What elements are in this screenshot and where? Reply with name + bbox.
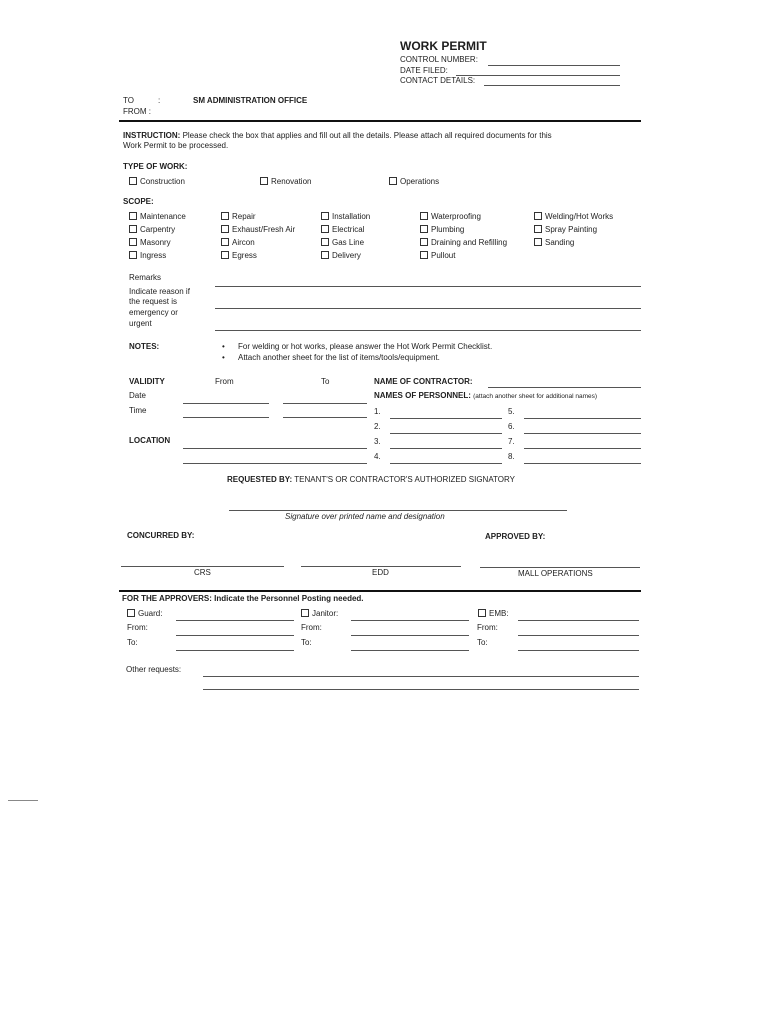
notes-list xyxy=(222,341,492,363)
janitor-to-field[interactable] xyxy=(351,650,469,651)
contractor-name-label: NAME OF CONTRACTOR: xyxy=(374,377,473,386)
approvers-heading: FOR THE APPROVERS: Indicate the Personnel Posting needed. xyxy=(122,594,364,603)
scope-aircon[interactable]: Aircon xyxy=(221,238,255,247)
form-title: WORK PERMIT xyxy=(400,39,487,53)
concurred-by-label: CONCURRED BY: xyxy=(127,531,195,540)
validity-time-label: Time xyxy=(129,406,147,415)
checkbox[interactable] xyxy=(260,177,268,185)
checkbox[interactable] xyxy=(221,225,229,233)
remarks-label: Remarks xyxy=(129,273,162,282)
note-item: • Attach another sheet for the list of items/tools/equipment. xyxy=(222,352,492,363)
signature-caption: Signature over printed name and designation xyxy=(285,512,445,521)
scope-pullout[interactable]: Pullout xyxy=(420,251,455,260)
notes-label: NOTES: xyxy=(129,342,160,351)
emb-from-label: From: xyxy=(477,623,498,632)
emb-to-label: To: xyxy=(477,638,488,647)
date-to-field[interactable] xyxy=(283,403,367,404)
instruction-line-1: INSTRUCTION: Please check the box that applies and fill out all the details. Please attach all required documents for this xyxy=(123,131,552,140)
janitor-to-label: To: xyxy=(301,638,312,647)
mall-operations-signature-field[interactable] xyxy=(480,567,640,568)
checkbox[interactable] xyxy=(221,238,229,246)
checkbox[interactable] xyxy=(534,212,542,220)
other-requests-field-2[interactable] xyxy=(203,689,639,690)
checkbox[interactable] xyxy=(420,238,428,246)
type-renovation[interactable]: Renovation xyxy=(260,177,311,186)
personnel-number-8: 8. xyxy=(508,452,515,461)
personnel-field-6[interactable] xyxy=(524,433,641,434)
personnel-field-4[interactable] xyxy=(390,463,502,464)
date-from-field[interactable] xyxy=(183,403,269,404)
time-from-field[interactable] xyxy=(183,417,269,418)
personnel-number-6: 6. xyxy=(508,422,515,431)
type-operations[interactable]: Operations xyxy=(389,177,439,186)
checkbox[interactable] xyxy=(129,212,137,220)
personnel-field-1[interactable] xyxy=(390,418,502,419)
checkbox[interactable] xyxy=(389,177,397,185)
checkbox[interactable] xyxy=(534,225,542,233)
remarks-reason-1: Indicate reason if xyxy=(129,287,190,296)
personnel-note: (attach another sheet for additional names) xyxy=(473,393,598,400)
scope-gas-line[interactable]: Gas Line xyxy=(321,238,364,247)
approved-by-label: APPROVED BY: xyxy=(485,532,546,541)
note-item: • For welding or hot works, please answer the Hot Work Permit Checklist. xyxy=(222,341,492,352)
validity-from-label: From xyxy=(215,377,234,386)
validity-date-label: Date xyxy=(129,391,146,400)
signature-field[interactable] xyxy=(229,510,567,511)
remarks-reason-3: emergency or xyxy=(129,308,178,317)
janitor-from-label: From: xyxy=(301,623,322,632)
remarks-field-3[interactable] xyxy=(215,330,641,331)
personnel-number-2: 2. xyxy=(374,422,381,431)
checkbox[interactable] xyxy=(321,225,329,233)
remarks-field-1[interactable] xyxy=(215,286,641,287)
checkbox[interactable] xyxy=(420,251,428,259)
remarks-reason-4: urgent xyxy=(129,319,152,328)
control-number-field[interactable] xyxy=(488,65,620,66)
other-requests-label: Other requests: xyxy=(126,665,182,674)
type-construction[interactable]: Construction xyxy=(129,177,185,186)
scope-draining-refilling[interactable]: Draining and Refilling xyxy=(420,238,507,247)
remarks-reason-2: the request is xyxy=(129,297,178,306)
to-value: SM ADMINISTRATION OFFICE xyxy=(193,96,308,105)
guard-from-label: From: xyxy=(127,623,148,632)
checkbox[interactable] xyxy=(129,251,137,259)
scope-waterproofing[interactable]: Waterproofing xyxy=(420,212,481,221)
personnel-number-3: 3. xyxy=(374,437,381,446)
scope-ingress[interactable]: Ingress xyxy=(129,251,166,260)
scope-carpentry[interactable]: Carpentry xyxy=(129,225,175,234)
janitor-field[interactable] xyxy=(351,620,469,621)
checkbox[interactable] xyxy=(478,609,486,617)
location-label: LOCATION xyxy=(129,436,171,445)
checkbox[interactable] xyxy=(420,212,428,220)
scope-welding-hot-works[interactable]: Welding/Hot Works xyxy=(534,212,613,221)
instruction-line-2: Work Permit to be processed. xyxy=(123,141,229,150)
time-to-field[interactable] xyxy=(283,417,367,418)
scope-delivery[interactable]: Delivery xyxy=(321,251,361,260)
personnel-field-2[interactable] xyxy=(390,433,502,434)
remarks-field-2[interactable] xyxy=(215,308,641,309)
checkbox[interactable] xyxy=(420,225,428,233)
personnel-number-1: 1. xyxy=(374,407,381,416)
crs-signature-field[interactable] xyxy=(121,566,284,567)
scope-exhaust-fresh-air[interactable]: Exhaust/Fresh Air xyxy=(221,225,295,234)
scope-plumbing[interactable]: Plumbing xyxy=(420,225,464,234)
checkbox[interactable] xyxy=(129,177,137,185)
edd-label: EDD xyxy=(372,568,389,577)
mall-operations-label: MALL OPERATIONS xyxy=(518,569,593,578)
contact-details-field[interactable] xyxy=(484,85,620,86)
personnel-field-7[interactable] xyxy=(524,448,641,449)
guard-option[interactable]: Guard: xyxy=(127,609,162,618)
validity-label: VALIDITY xyxy=(129,377,165,386)
personnel-number-7: 7. xyxy=(508,437,515,446)
other-requests-field-1[interactable] xyxy=(203,676,639,677)
checkbox[interactable] xyxy=(534,238,542,246)
location-field-2[interactable] xyxy=(183,463,367,464)
contact-details-label: CONTACT DETAILS: xyxy=(400,76,476,85)
emb-option[interactable]: EMB: xyxy=(478,609,509,618)
to-label: TO xyxy=(123,96,134,105)
checkbox[interactable] xyxy=(127,609,135,617)
scan-edge-mark xyxy=(8,800,38,801)
checkbox[interactable] xyxy=(321,212,329,220)
scope-label: SCOPE: xyxy=(123,197,154,206)
guard-to-label: To: xyxy=(127,638,138,647)
guard-field[interactable] xyxy=(176,620,294,621)
scope-masonry[interactable]: Masonry xyxy=(129,238,171,247)
control-number-label: CONTROL NUMBER: xyxy=(400,55,478,64)
scope-egress[interactable]: Egress xyxy=(221,251,257,260)
checkbox[interactable] xyxy=(321,238,329,246)
personnel-field-3[interactable] xyxy=(390,448,502,449)
date-filed-field[interactable] xyxy=(456,75,620,76)
personnel-number-5: 5. xyxy=(508,407,515,416)
from-label: FROM : xyxy=(123,107,151,116)
date-filed-label: DATE FILED: xyxy=(400,66,448,75)
personnel-field-5[interactable] xyxy=(524,418,641,419)
checkbox[interactable] xyxy=(301,609,309,617)
personnel-label: NAMES OF PERSONNEL: xyxy=(374,391,471,400)
crs-label: CRS xyxy=(194,568,211,577)
checkbox[interactable] xyxy=(129,238,137,246)
header-divider xyxy=(119,120,641,122)
requested-by: REQUESTED BY: TENANT'S OR CONTRACTOR'S AUTHORIZED SIGNATORY xyxy=(227,475,515,484)
scope-electrical[interactable]: Electrical xyxy=(321,225,364,234)
location-field-1[interactable] xyxy=(183,448,367,449)
checkbox[interactable] xyxy=(321,251,329,259)
to-colon: : xyxy=(158,96,161,105)
guard-to-field[interactable] xyxy=(176,650,294,651)
checkbox[interactable] xyxy=(221,251,229,259)
personnel-field-8[interactable] xyxy=(524,463,641,464)
emb-from-field[interactable] xyxy=(518,635,639,636)
validity-to-label: To xyxy=(321,377,330,386)
scope-maintenance[interactable]: Maintenance xyxy=(129,212,186,221)
scope-sanding[interactable]: Sanding xyxy=(534,238,574,247)
emb-field[interactable] xyxy=(518,620,639,621)
janitor-option[interactable]: Janitor: xyxy=(301,609,338,618)
guard-from-field[interactable] xyxy=(176,635,294,636)
scope-installation[interactable]: Installation xyxy=(321,212,370,221)
contractor-name-field[interactable] xyxy=(488,387,641,388)
personnel-number-4: 4. xyxy=(374,452,381,461)
checkbox[interactable] xyxy=(221,212,229,220)
janitor-from-field[interactable] xyxy=(351,635,469,636)
personnel-label-row xyxy=(374,392,597,401)
emb-to-field[interactable] xyxy=(518,650,639,651)
edd-signature-field[interactable] xyxy=(301,566,461,567)
approvers-divider xyxy=(119,590,641,592)
scope-spray-painting[interactable]: Spray Painting xyxy=(534,225,597,234)
scope-repair[interactable]: Repair xyxy=(221,212,256,221)
type-of-work-label: TYPE OF WORK: xyxy=(123,162,188,171)
checkbox[interactable] xyxy=(129,225,137,233)
